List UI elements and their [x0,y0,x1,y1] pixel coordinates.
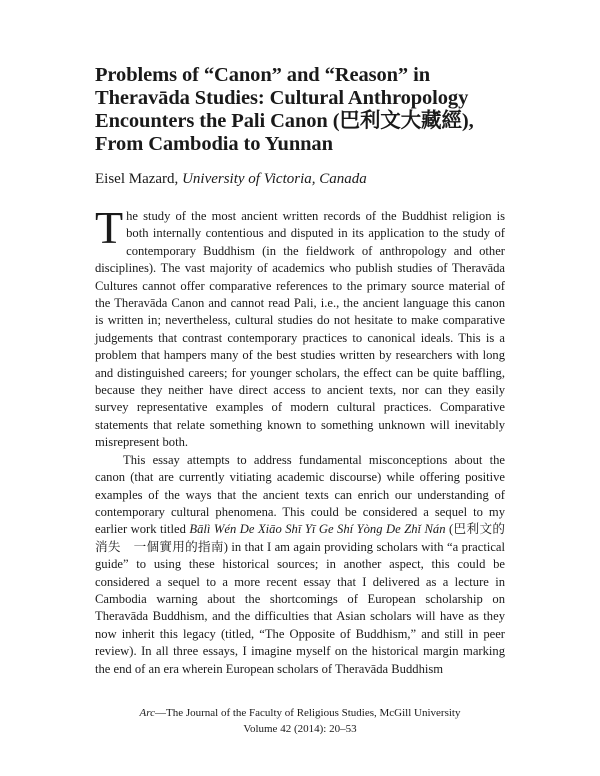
paragraph-2-text-a: This essay attempts to address fundamental misconceptions about the canon (that are currently vitiating academic discourse) while offering positive examples of the ways that the ancient texts can enrich our understanding of contemporary cultural phenomena. This could be considered a sequel to my earlier work titled [95,452,505,537]
title-line-3: Encounters the Pali Canon (巴利文大藏經), [95,110,474,132]
title-line-4: From Cambodia to Yunnan [95,133,333,155]
volume-footer [95,722,505,736]
author-name: Eisel Mazard, [95,171,179,187]
title-line-1: Problems of “Canon” and “Reason” in [95,64,430,86]
article-title [95,64,515,156]
paragraph-1 [95,202,505,452]
journal-abbrev: Arc [139,707,155,719]
journal-name: —The Journal of the Faculty of Religious Studies, McGill University [154,707,461,719]
article-body [95,202,505,678]
paragraph-2-text-b: (巴利文的消失 一個實用的指南) in that I am again providing scholars with “a practical guide” to using these historical sources; in another aspect, this could be considered a sequel to a more recent essay that I delivered as a lecture in Cambodia warning about the shortcomings of European scholarship on Theravāda Buddhism, and the difficulties that Asian scholars will have as they now inherit this legacy (titled, “The Opposite of Buddhism,” and still in peer review). In all three essays, I imagine myself on the historical margin marking the end of an era wherein European scholars of Theravāda Buddhism [95,522,505,676]
paragraph-2 [95,452,505,678]
drop-cap: T [95,202,124,253]
cited-work-title: Bālì Wén De Xiāo Shī Yī Ge Shí Yòng De Zhǐ Nán [189,522,446,537]
journal-footer [95,706,505,720]
author-affiliation: University of Victoria, Canada [182,171,367,187]
paragraph-1-text: he study of the most ancient written records of the Buddhist religion is both internally contentious and disputed in its application to the study of contemporary Buddhism (in the fieldwork of anthropology and other disciplines). The vast majority of academics who publish studies of Theravāda Cultures cannot offer comparative references to the primary source material of the Theravāda Canon and cannot read Pali, i.e., the ancient language this canon is written in; nevertheless, cultural studies do not hesitate to make comparative judgements that contrast contemporary practices to canonical ideals. This is a problem that hampers many of the best studies written by researchers with long and distinguished careers; for younger scholars, the effect can be quite baffling, because they neither have direct access to ancient texts, nor can they easily survey representative examples of modern cultural practices. Comparative statements that relate something known to something unknown will inevitably misrepresent both. [95,209,505,450]
volume-info: Volume 42 (2014): 20–53 [243,723,357,735]
title-line-2: Theravāda Studies: Cultural Anthropology [95,87,469,109]
author-line [95,170,515,188]
